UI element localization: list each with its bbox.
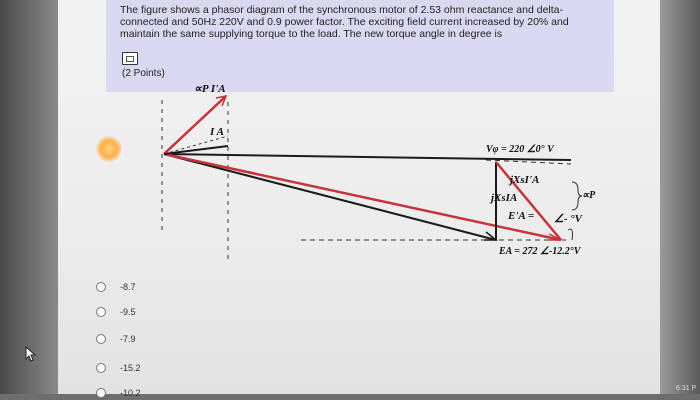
radio-button[interactable] (96, 334, 106, 344)
option-4[interactable] (96, 361, 141, 375)
phasor-diagram (156, 82, 606, 282)
label-alpha-p-ia-prime: ∝P I'A (194, 83, 226, 95)
small-hook-mark (568, 229, 573, 240)
radio-button[interactable] (96, 282, 106, 292)
ea-phasor (164, 154, 496, 240)
option-2[interactable] (96, 305, 136, 319)
photo-glare (96, 136, 122, 162)
radio-button[interactable] (96, 307, 106, 317)
taskbar-clock: 6:31 P (676, 385, 697, 392)
label-ea: EA = 272 ∠-12.2°V (499, 246, 581, 257)
label-jxsia-prime: jXsI'A (510, 174, 540, 186)
screen-bezel-left (0, 0, 58, 394)
question-points: (2 Points) (122, 68, 165, 79)
option-label: -15.2 (120, 363, 141, 373)
option-label: -9.5 (120, 307, 136, 317)
screen-bezel-right (660, 0, 700, 394)
radio-button[interactable] (96, 388, 106, 398)
form-screen (58, 0, 660, 398)
option-label: -8.7 (120, 282, 136, 292)
option-label: -10.2 (120, 388, 141, 398)
label-ia: I A (210, 126, 224, 138)
label-ea-prime: E'A = (508, 210, 535, 222)
mouse-cursor-icon (25, 346, 37, 362)
label-angle-blank: ∠- °V (554, 213, 583, 225)
option-label: -7.9 (120, 334, 136, 344)
alpha-p-brace (572, 182, 582, 210)
label-jxsia: jXsIA (491, 192, 518, 204)
label-vphi: Vφ = 220 ∠0° V (486, 144, 554, 155)
radio-button[interactable] (96, 363, 106, 373)
image-icon[interactable] (122, 52, 138, 65)
ia-phasor (164, 146, 228, 154)
question-text: The figure shows a phasor diagram of the synchronous motor of 2.53 ohm reactance and delta-connected and 50Hz 220V and 0.9 power factor. The exciting field current increased by 20% and maintain the same supplying torque to the load. The new torque angle in degree is (120, 4, 569, 40)
option-5[interactable] (96, 386, 141, 400)
option-3[interactable] (96, 332, 136, 346)
option-1[interactable] (96, 280, 136, 294)
label-alpha-p: ∝P (582, 190, 596, 201)
